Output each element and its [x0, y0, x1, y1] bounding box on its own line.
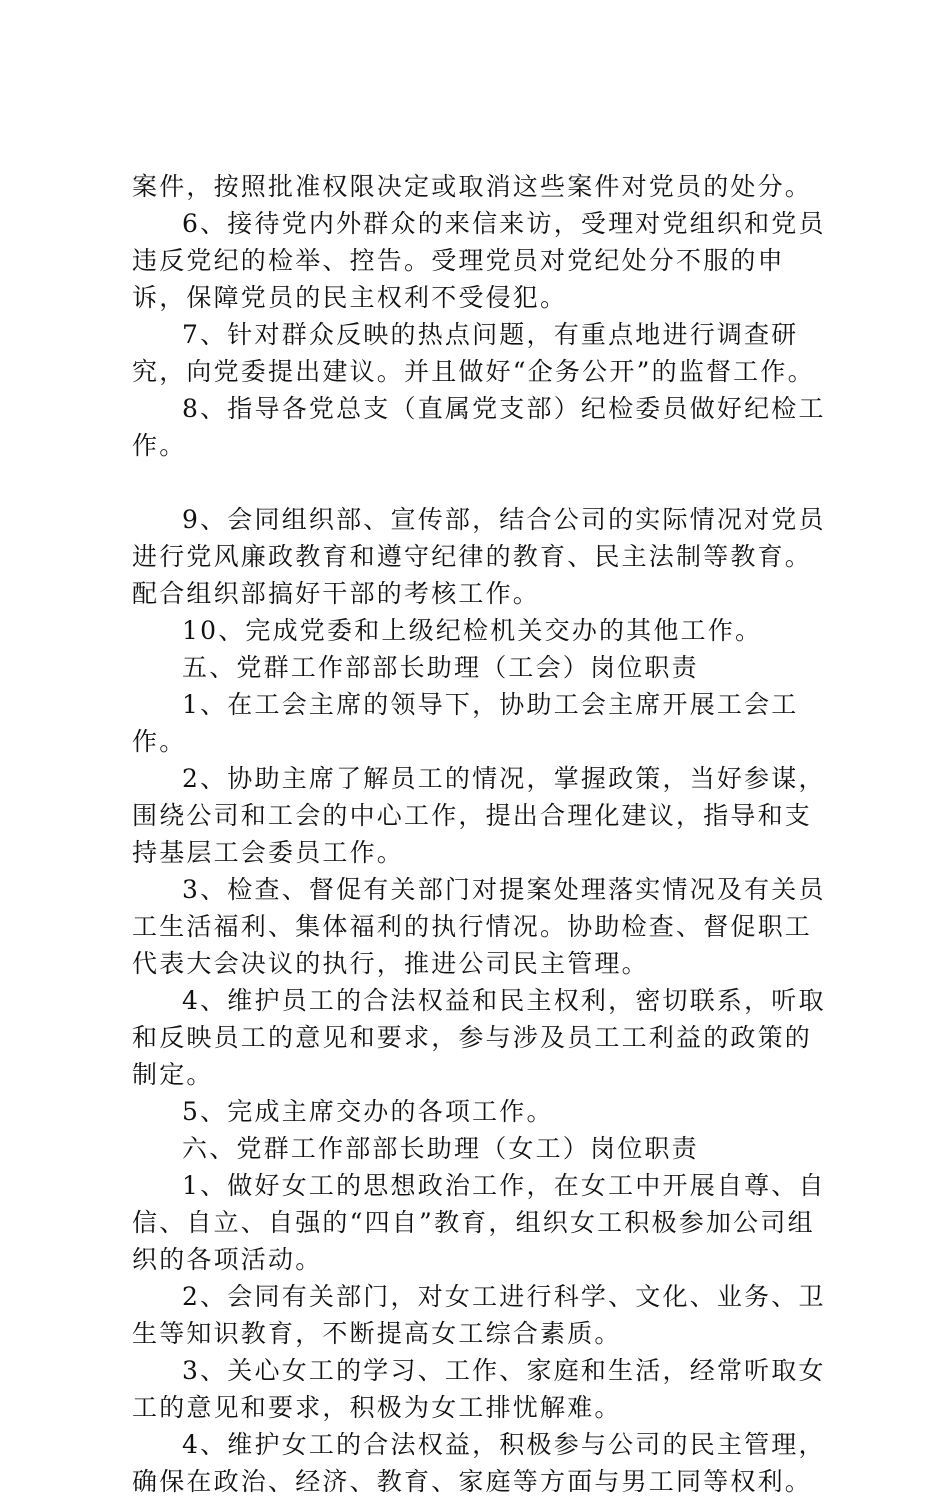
paragraph-union-item-1: 1、在工会主席的领导下，协助工会主席开展工会工作。 — [132, 690, 799, 756]
paragraph-women-item-1: 1、做好女工的思想政治工作，在女工中开展自尊、自信、自立、自强的“四自”教育，组织女工积极参加公司组织的各项活动。 — [132, 1171, 826, 1274]
paragraph-item-7-hot-issues: 7、针对群众反映的热点问题，有重点地进行调查研究，向党委提出建议。并且做好“企务公开”的监督工作。 — [132, 320, 815, 386]
paragraph-item-10-other-work: 10、完成党委和上级纪检机关交办的其他工作。 — [182, 616, 763, 645]
paragraph-union-item-2: 2、协助主席了解员工的情况，掌握政策，当好参谋，围绕公司和工会的中心工作，提出合理化建议，指导和支持基层工会委员工作。 — [132, 764, 826, 867]
paragraph-union-item-5: 5、完成主席交办的各项工作。 — [182, 1097, 554, 1126]
section-heading-women-workers-assistant: 六、党群工作部部长助理（女工）岗位职责 — [182, 1134, 699, 1163]
paragraph-item-8-guide-discipline-members: 8、指导各党总支（直属党支部）纪检委员做好纪检工作。 — [132, 394, 826, 460]
paragraph-item-6-letters-visits: 6、接待党内外群众的来信来访，受理对党组织和党员违反党纪的检举、控告。受理党员对党纪处分不服的申诉，保障党员的民主权利不受侵犯。 — [132, 209, 826, 312]
paragraph-union-item-3: 3、检查、督促有关部门对提案处理落实情况及有关员工生活福利、集体福利的执行情况。协助检查、督促职工代表大会决议的执行，推进公司民主管理。 — [132, 875, 826, 978]
paragraph-item-9-clean-government-education: 9、会同组织部、宣传部，结合公司的实际情况对党员进行党风廉政教育和遵守纪律的教育、民主法制等教育。配合组织部搞好干部的考核工作。 — [132, 505, 826, 608]
paragraph-union-item-4: 4、维护员工的合法权益和民主权利，密切联系，听取和反映员工的意见和要求，参与涉及员工工利益的政策的制定。 — [132, 986, 826, 1089]
section-heading-union-assistant: 五、党群工作部部长助理（工会）岗位职责 — [182, 653, 699, 682]
paragraph-women-item-2: 2、会同有关部门，对女工进行科学、文化、业务、卫生等知识教育，不断提高女工综合素质。 — [132, 1282, 826, 1348]
document-body — [132, 168, 832, 1500]
paragraph-case-handling-continued: 案件，按照批准权限决定或取消这些案件对党员的处分。 — [132, 172, 813, 201]
paragraph-women-item-3: 3、关心女工的学习、工作、家庭和生活，经常听取女工的意见和要求，积极为女工排忧解难。 — [132, 1356, 826, 1422]
paragraph-women-item-4: 4、维护女工的合法权益，积极参与公司的民主管理，确保在政治、经济、教育、家庭等方面与男工同等权利。 — [132, 1430, 826, 1496]
